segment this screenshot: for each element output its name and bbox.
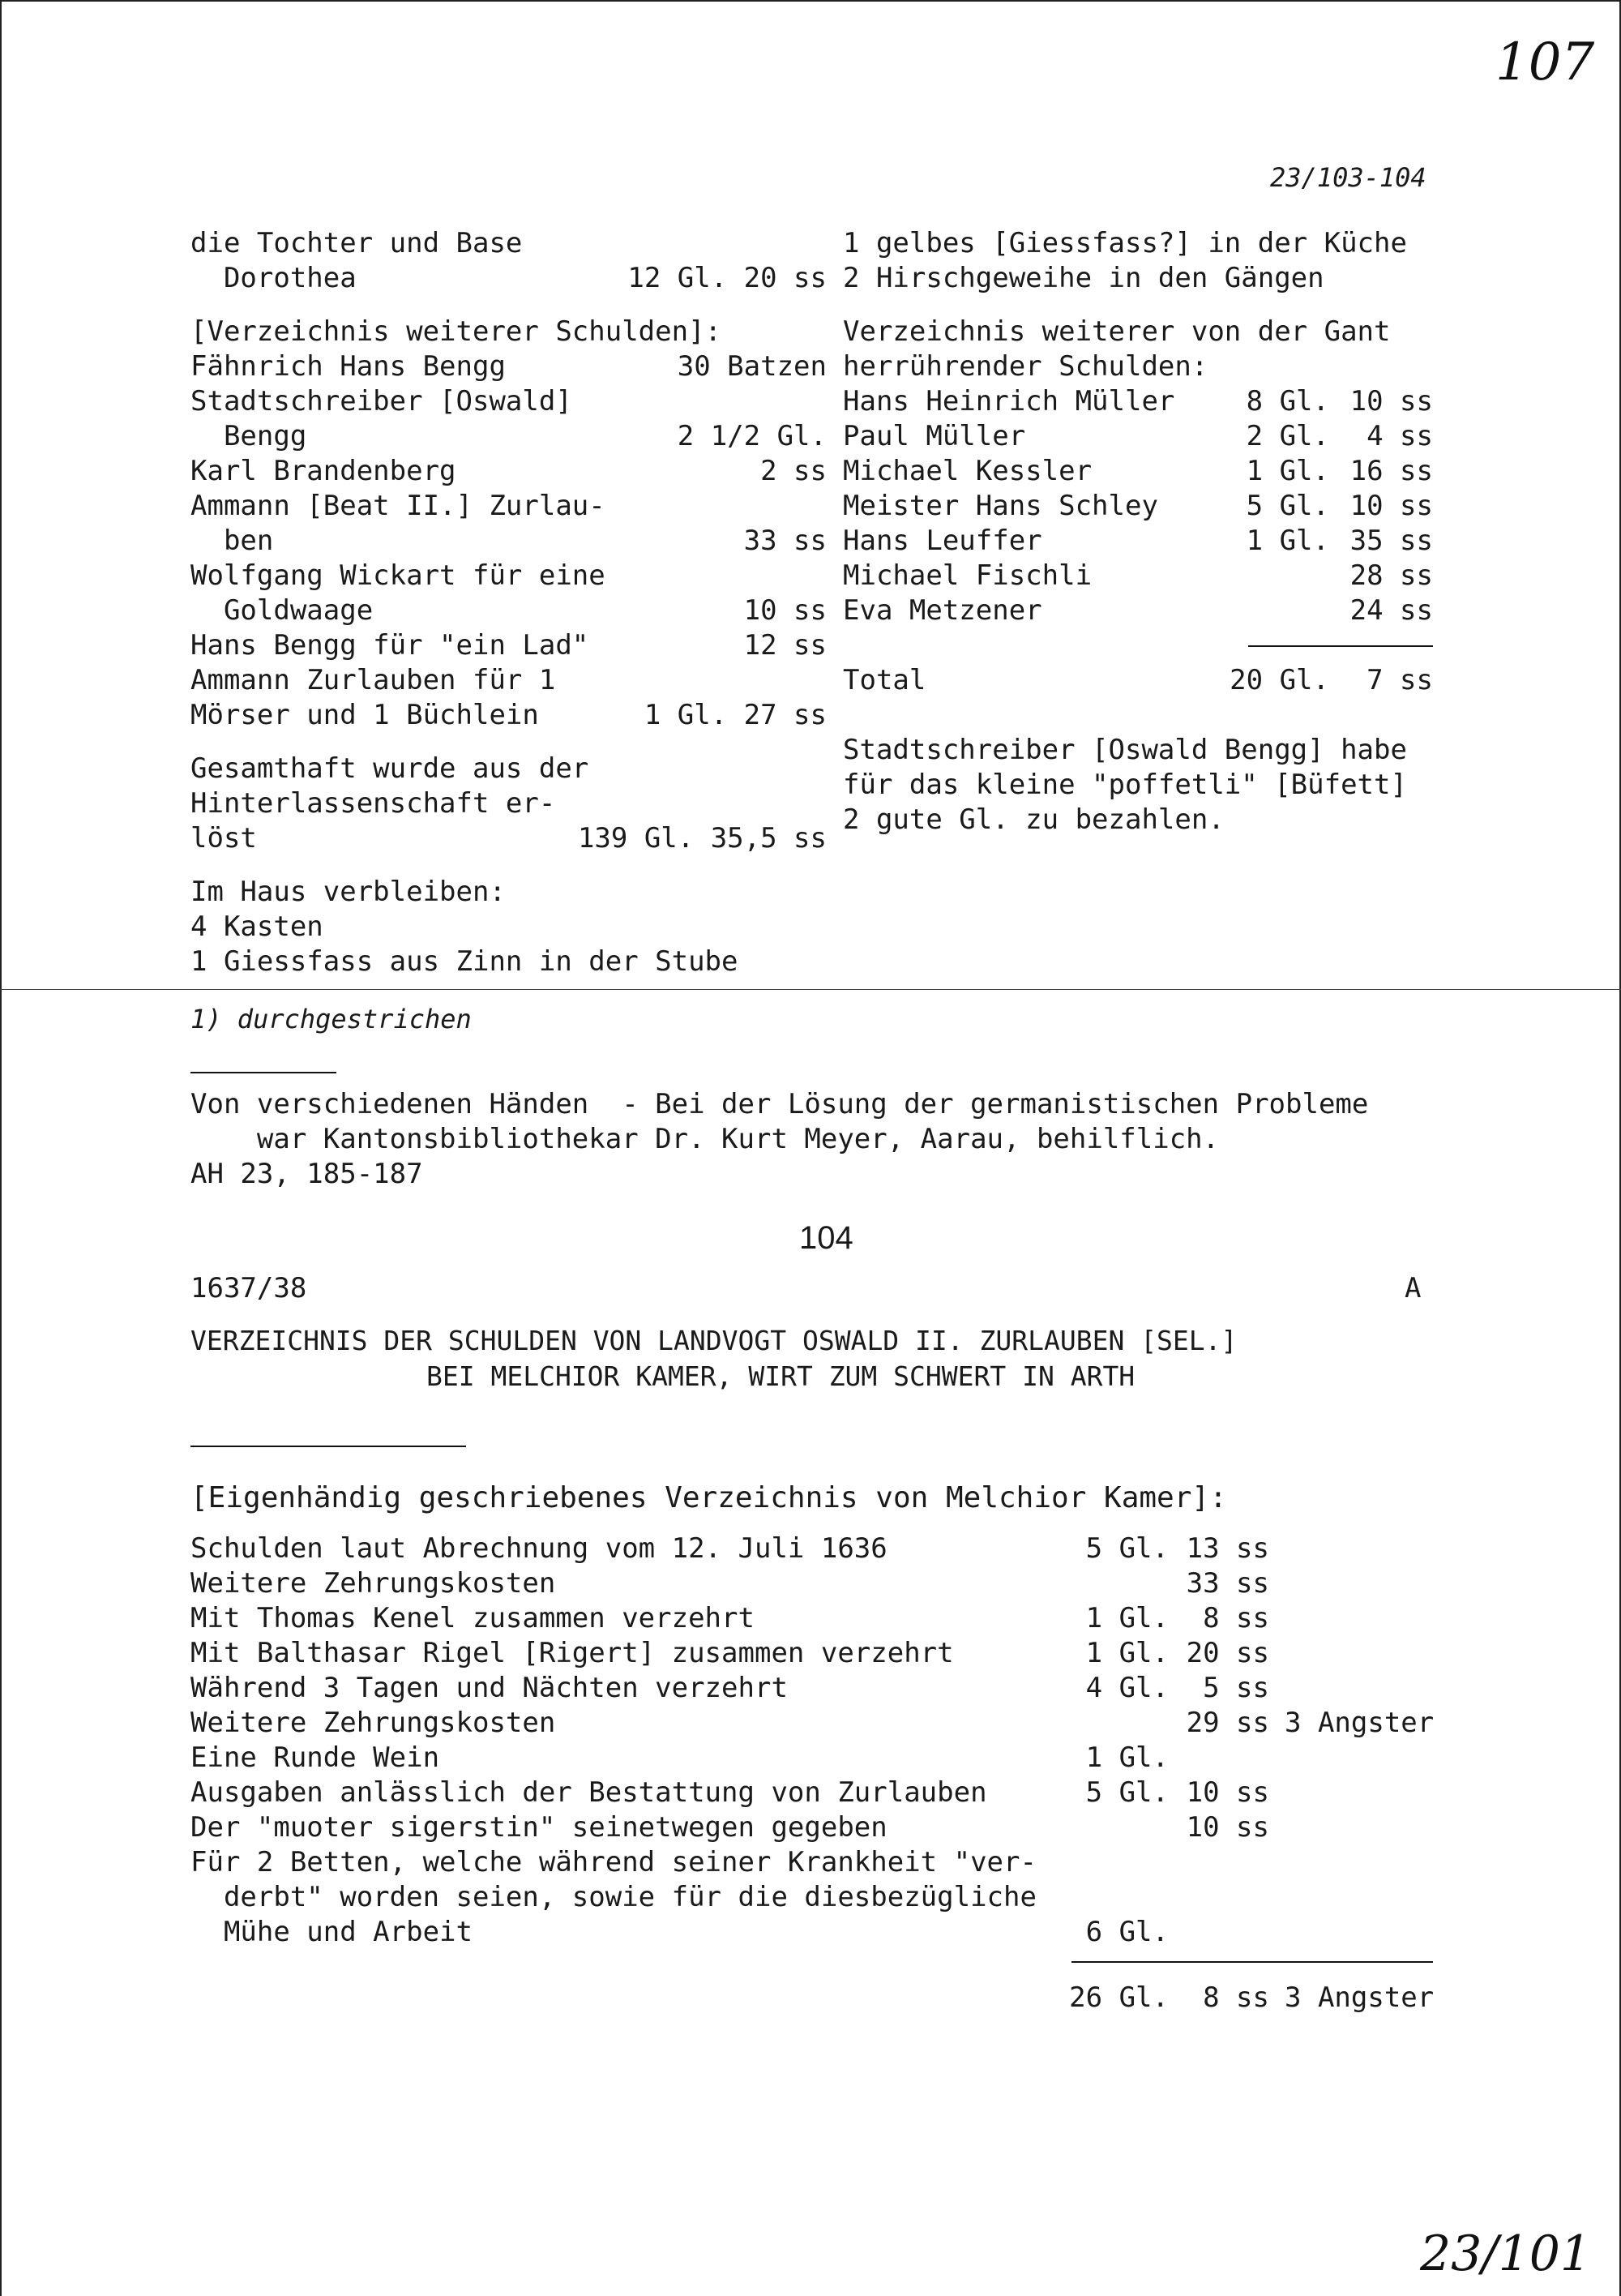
entry-text: Weitere Zehrungskosten bbox=[190, 1707, 556, 1739]
entry-text: Mit Balthasar Rigel [Rigert] zusammen verzehrt bbox=[190, 1637, 954, 1669]
debt-ss: 35 ss bbox=[1349, 525, 1433, 557]
ledger-row bbox=[0, 910, 819, 945]
entry-ss: 10 ss bbox=[1186, 1776, 1269, 1809]
ledger-label: die Tochter und Base bbox=[190, 227, 523, 259]
ledger-row bbox=[0, 384, 819, 419]
right-intro-line: 1 gelbes [Giessfass?] in der Küche bbox=[843, 227, 1407, 259]
document-subheading: [Eigenhändig geschriebenes Verzeichnis von Melchior Kamer]: bbox=[190, 1481, 1227, 1514]
ledger-label: Ammann [Beat II.] Zurlau- bbox=[190, 490, 605, 522]
ledger-amount: 33 ss bbox=[743, 525, 827, 557]
ledger-row bbox=[0, 663, 819, 698]
entry-ss: 13 ss bbox=[1186, 1532, 1269, 1565]
right-heading-line: herrührender Schulden: bbox=[843, 350, 1208, 383]
entry-row bbox=[0, 1671, 1621, 1706]
debtor-name: Michael Fischli bbox=[843, 559, 1093, 592]
debt-total-gl: 20 Gl. bbox=[1230, 664, 1329, 696]
entry-gl: 6 Gl. bbox=[1085, 1916, 1169, 1948]
document-title: BEI MELCHIOR KAMER, WIRT ZUM SCHWERT IN ARTH bbox=[426, 1360, 1136, 1392]
entry-ss: 29 ss bbox=[1186, 1707, 1269, 1739]
ledger-row bbox=[0, 419, 827, 454]
entry-gl: 1 Gl. bbox=[1085, 1637, 1169, 1669]
handwritten-archive-mark: 23/101 bbox=[1420, 2225, 1592, 2282]
entry-gl: 5 Gl. bbox=[1085, 1776, 1169, 1809]
ledger-row bbox=[0, 315, 819, 349]
debt-list bbox=[843, 384, 1475, 636]
debt-ss: 10 ss bbox=[1349, 490, 1433, 522]
ledger-row bbox=[0, 261, 827, 296]
entry-row bbox=[0, 1915, 1621, 1950]
source-line: war Kantonsbibliothekar Dr. Kurt Meyer, Aarau, behilflich. bbox=[190, 1123, 1220, 1155]
grand-total-row bbox=[0, 1981, 1621, 2015]
ledger-row bbox=[0, 821, 827, 856]
ledger-row bbox=[0, 524, 827, 559]
entry-row bbox=[0, 1531, 1621, 1566]
ledger-amount: 139 Gl. 35,5 ss bbox=[577, 822, 827, 855]
entry-text: Mühe und Arbeit bbox=[190, 1916, 473, 1948]
ledger-amount: 1 Gl. 27 ss bbox=[644, 699, 827, 731]
section-separator bbox=[0, 989, 1621, 990]
ledger-label: Wolfgang Wickart für eine bbox=[190, 559, 605, 592]
ledger-label: 4 Kasten bbox=[190, 910, 323, 943]
debt-row bbox=[843, 489, 1475, 524]
entry-ss: 20 ss bbox=[1186, 1637, 1269, 1669]
ledger-label: Bengg bbox=[190, 420, 307, 452]
ledger-amount: 12 Gl. 20 ss bbox=[627, 262, 827, 294]
debt-row bbox=[843, 524, 1475, 559]
entry-gl: 4 Gl. bbox=[1085, 1672, 1169, 1704]
handwritten-page-number: 107 bbox=[1495, 32, 1595, 92]
ledger-label: [Verzeichnis weiterer Schulden]: bbox=[190, 315, 722, 348]
ledger-row bbox=[0, 454, 827, 489]
ledger-row bbox=[0, 593, 827, 628]
entry-ss: 33 ss bbox=[1186, 1567, 1269, 1600]
entry-gl: 5 Gl. bbox=[1085, 1532, 1169, 1565]
ledger-label: Hinterlassenschaft er- bbox=[190, 787, 556, 820]
footnote: 1) durchgestrichen bbox=[190, 1004, 472, 1034]
debt-ss: 10 ss bbox=[1349, 385, 1433, 418]
entry-text: Schulden laut Abrechnung vom 12. Juli 1636 bbox=[190, 1532, 887, 1565]
entry-gl: 1 Gl. bbox=[1085, 1602, 1169, 1634]
entry-ss: 10 ss bbox=[1186, 1811, 1269, 1844]
ledger-row bbox=[0, 875, 819, 910]
debtor-name: Hans Leuffer bbox=[843, 525, 1042, 557]
grand-total-gl: 26 Gl. bbox=[1069, 1981, 1169, 2014]
grand-total-rule bbox=[1071, 1961, 1433, 1963]
debt-gl: 1 Gl. bbox=[1246, 525, 1329, 557]
ledger-amount: 30 Batzen bbox=[677, 350, 827, 383]
ledger-amount: 10 ss bbox=[743, 594, 827, 627]
entry-text: Während 3 Tagen und Nächten verzehrt bbox=[190, 1672, 788, 1704]
right-column bbox=[843, 0, 1475, 892]
entry-text: Mit Thomas Kenel zusammen verzehrt bbox=[190, 1602, 755, 1634]
ledger-label: Stadtschreiber [Oswald] bbox=[190, 385, 572, 418]
ledger-row bbox=[0, 226, 819, 261]
right-note-line: Stadtschreiber [Oswald Bengg] habe bbox=[843, 734, 1407, 766]
ledger-row bbox=[0, 349, 827, 384]
page-reference: 23/103-104 bbox=[1270, 162, 1426, 193]
ledger-label: Gesamthaft wurde aus der bbox=[190, 752, 589, 785]
debt-row bbox=[843, 559, 1475, 593]
ledger-row bbox=[0, 628, 827, 663]
entry-text: Weitere Zehrungskosten bbox=[190, 1567, 556, 1600]
entry-row bbox=[0, 1636, 1621, 1671]
entry-row bbox=[0, 1566, 1621, 1601]
document-date: 1637/38 bbox=[190, 1272, 307, 1304]
debt-row bbox=[843, 419, 1475, 454]
grand-total-ss: 8 ss bbox=[1203, 1981, 1269, 2014]
ledger-row bbox=[0, 945, 819, 979]
document-number: 104 bbox=[799, 1220, 853, 1256]
debtor-name: Eva Metzener bbox=[843, 594, 1042, 627]
debtor-name: Paul Müller bbox=[843, 420, 1026, 452]
debt-ss: 4 ss bbox=[1367, 420, 1433, 452]
entry-text: Für 2 Betten, welche während seiner Krankheit "ver- bbox=[190, 1846, 1037, 1878]
debt-gl: 2 Gl. bbox=[1246, 420, 1329, 452]
source-line: AH 23, 185-187 bbox=[190, 1158, 423, 1190]
title-rule bbox=[190, 1446, 466, 1447]
document-title: VERZEICHNIS DER SCHULDEN VON LANDVOGT OSWALD II. ZURLAUBEN [SEL.] bbox=[190, 1325, 1238, 1356]
debtor-name: Michael Kessler bbox=[843, 455, 1093, 487]
ledger-label: Dorothea bbox=[190, 262, 357, 294]
document-letter: A bbox=[1405, 1272, 1422, 1304]
ledger-label: Im Haus verbleiben: bbox=[190, 876, 506, 908]
debt-total-ss: 7 ss bbox=[1367, 664, 1433, 696]
debt-row bbox=[843, 593, 1475, 628]
entry-text: Der "muoter sigerstin" seinetwegen gegeben bbox=[190, 1811, 887, 1844]
ledger-label: löst bbox=[190, 822, 257, 855]
debt-ss: 24 ss bbox=[1349, 594, 1433, 627]
ledger-label: Goldwaage bbox=[190, 594, 374, 627]
debt-total-label: Total bbox=[843, 664, 926, 696]
debtor-name: Meister Hans Schley bbox=[843, 490, 1158, 522]
ledger-label: Ammann Zurlauben für 1 bbox=[190, 664, 556, 696]
ledger-row bbox=[0, 559, 819, 593]
ledger-label: Hans Bengg für "ein Lad" bbox=[190, 629, 589, 662]
entry-text: derbt" worden seien, sowie für die diesbezügliche bbox=[190, 1881, 1037, 1913]
debt-total-row bbox=[843, 663, 1475, 698]
footnote-rule bbox=[190, 1072, 336, 1073]
right-heading-line: Verzeichnis weiterer von der Gant bbox=[843, 315, 1391, 348]
source-line: Von verschiedenen Händen - Bei der Lösung der germanistischen Probleme bbox=[190, 1088, 1369, 1120]
ledger-amount: 12 ss bbox=[743, 629, 827, 662]
grand-total-angster: 3 Angster bbox=[1285, 1981, 1435, 2014]
entry-row bbox=[0, 1845, 1621, 1880]
ledger-row bbox=[0, 752, 819, 786]
entry-ss: 8 ss bbox=[1203, 1602, 1269, 1634]
ledger-amount: 2 ss bbox=[760, 455, 827, 487]
entry-row bbox=[0, 1880, 1621, 1915]
ledger-label: Fähnrich Hans Bengg bbox=[190, 350, 506, 383]
ledger-label: Mörser und 1 Büchlein bbox=[190, 699, 539, 731]
right-note-line: 2 gute Gl. zu bezahlen. bbox=[843, 803, 1225, 836]
entry-ss: 5 ss bbox=[1203, 1672, 1269, 1704]
ledger-row bbox=[0, 489, 819, 524]
sum-rule bbox=[1248, 645, 1433, 647]
debt-gl: 8 Gl. bbox=[1246, 385, 1329, 418]
ledger-label: 1 Giessfass aus Zinn in der Stube bbox=[190, 945, 738, 978]
ledger-row bbox=[0, 786, 819, 821]
debt-gl: 5 Gl. bbox=[1246, 490, 1329, 522]
right-intro-line: 2 Hirschgeweihe in den Gängen bbox=[843, 262, 1324, 294]
debt-row bbox=[843, 384, 1475, 419]
entry-row bbox=[0, 1601, 1621, 1636]
entry-row bbox=[0, 1741, 1621, 1776]
entry-angster: 3 Angster bbox=[1285, 1707, 1435, 1739]
right-note-line: für das kleine "poffetli" [Büfett] bbox=[843, 769, 1407, 801]
entry-row bbox=[0, 1776, 1621, 1810]
ledger-amount: 2 1/2 Gl. bbox=[677, 420, 827, 452]
debtor-name: Hans Heinrich Müller bbox=[843, 385, 1175, 418]
entry-text: Eine Runde Wein bbox=[190, 1741, 440, 1774]
ledger-label: ben bbox=[190, 525, 274, 557]
entry-list bbox=[0, 1531, 1621, 1953]
debt-gl: 1 Gl. bbox=[1246, 455, 1329, 487]
entry-row bbox=[0, 1810, 1621, 1845]
entry-text: Ausgaben anlässlich der Bestattung von Zurlauben bbox=[190, 1776, 987, 1809]
debt-row bbox=[843, 454, 1475, 489]
ledger-label: Karl Brandenberg bbox=[190, 455, 456, 487]
debt-ss: 16 ss bbox=[1349, 455, 1433, 487]
debt-ss: 28 ss bbox=[1349, 559, 1433, 592]
entry-row bbox=[0, 1706, 1621, 1741]
entry-gl: 1 Gl. bbox=[1085, 1741, 1169, 1774]
ledger-row bbox=[0, 698, 827, 733]
left-column bbox=[0, 0, 827, 989]
